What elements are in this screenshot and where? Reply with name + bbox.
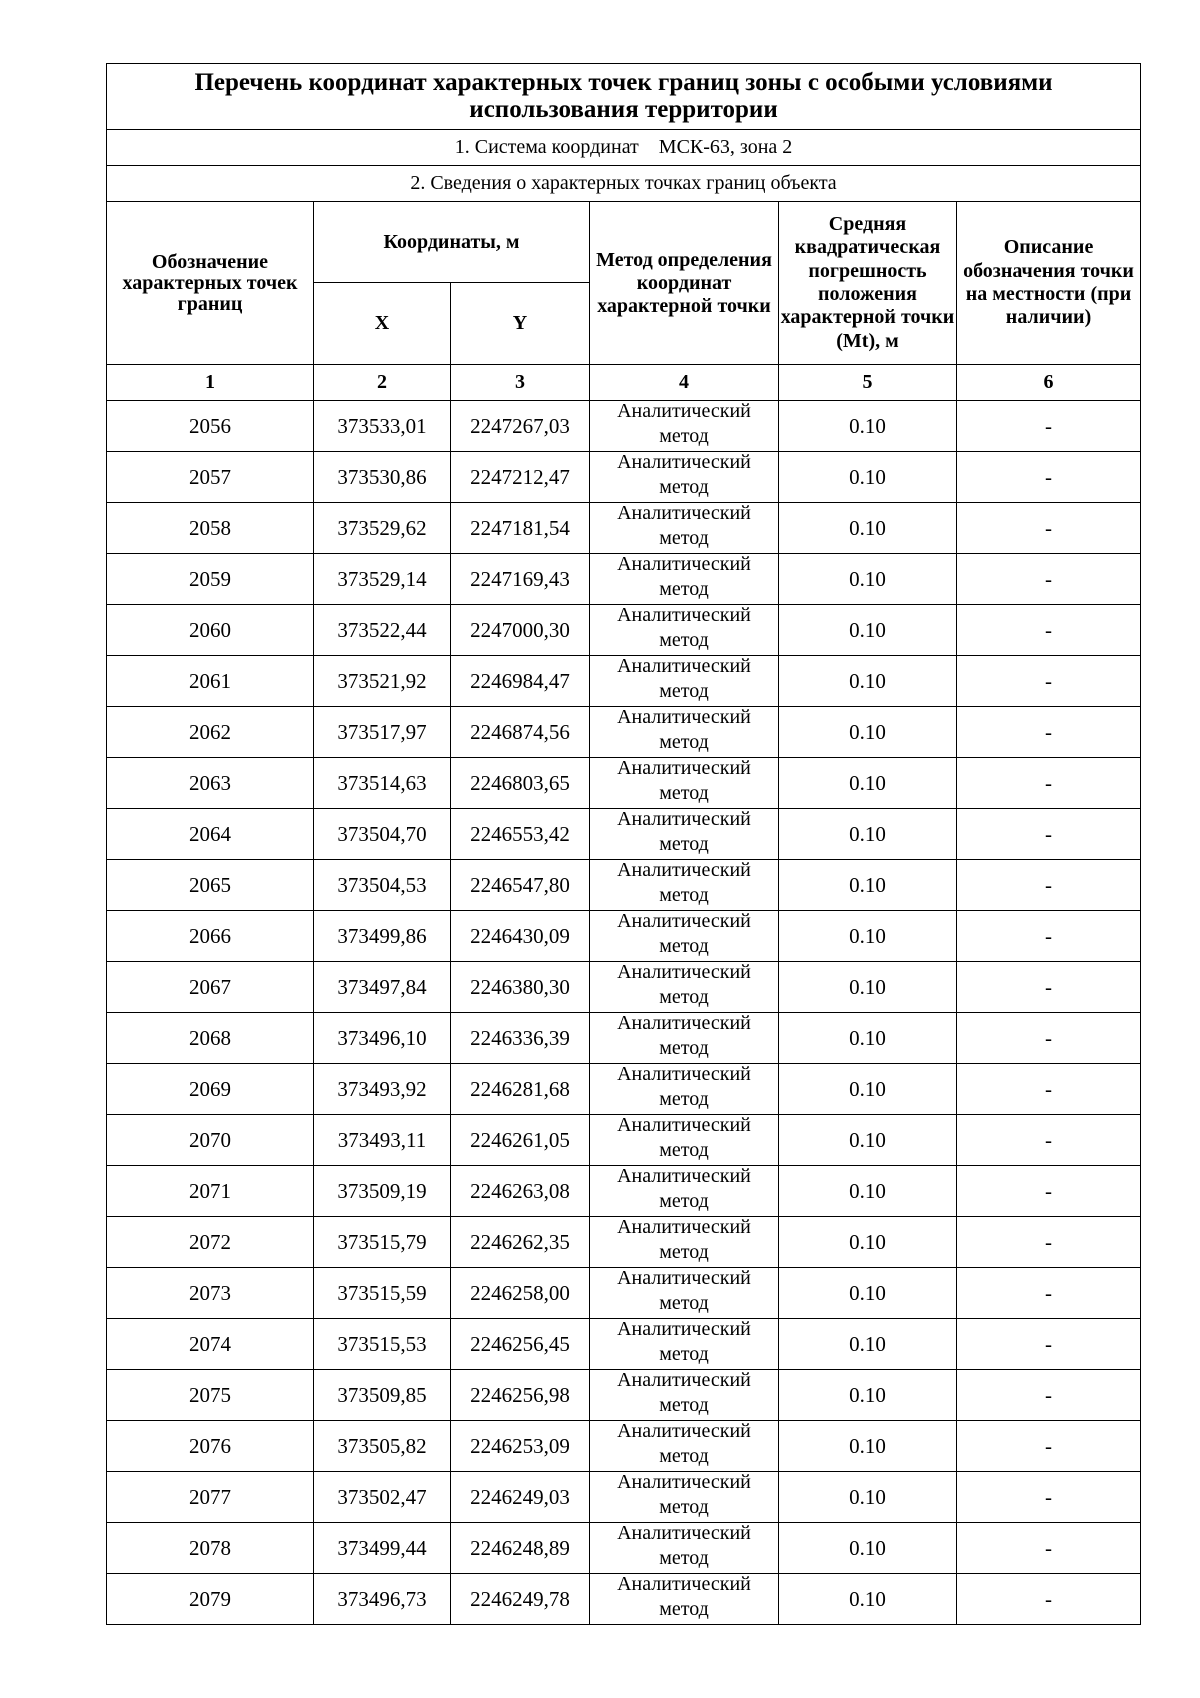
method-cell [590,1472,779,1523]
table-row [107,1319,1141,1370]
description-cell: - [957,656,1141,707]
point-id-cell: 2067 [107,962,314,1013]
method-cell [590,1421,779,1472]
header-method: Метод определения координат характерной точки [590,202,779,365]
method-line-2: метод [659,731,709,753]
x-cell: 373509,19 [314,1166,451,1217]
x-cell: 373533,01 [314,401,451,452]
y-cell: 2246281,68 [451,1064,590,1115]
method-line-1: Аналитический [617,1063,751,1086]
description-cell: - [957,1370,1141,1421]
error-cell: 0.10 [779,1574,957,1625]
method-cell [590,401,779,452]
method-line-1: Аналитический [617,757,751,780]
method-cell [590,962,779,1013]
x-cell: 373505,82 [314,1421,451,1472]
description-cell: - [957,1319,1141,1370]
x-cell: 373496,73 [314,1574,451,1625]
table-row [107,707,1141,758]
method-line-2: метод [659,680,709,702]
method-line-1: Аналитический [617,706,751,729]
method-line-2: метод [659,1496,709,1518]
x-cell: 373496,10 [314,1013,451,1064]
method-line-2: метод [659,1598,709,1620]
point-id-cell: 2079 [107,1574,314,1625]
y-cell: 2246803,65 [451,758,590,809]
x-cell: 373521,92 [314,656,451,707]
column-number: 3 [451,365,590,401]
table-row [107,401,1141,452]
method-line-1: Аналитический [617,1471,751,1494]
point-id-cell: 2072 [107,1217,314,1268]
error-cell: 0.10 [779,554,957,605]
column-number: 2 [314,365,451,401]
point-id-cell: 2060 [107,605,314,656]
column-number: 4 [590,365,779,401]
point-id-cell: 2075 [107,1370,314,1421]
error-cell: 0.10 [779,809,957,860]
method-line-1: Аналитический [617,655,751,678]
method-line-1: Аналитический [617,1012,751,1035]
y-cell: 2246263,08 [451,1166,590,1217]
header-y: Y [451,283,590,365]
table-row [107,1064,1141,1115]
x-cell: 373504,70 [314,809,451,860]
description-cell: - [957,911,1141,962]
x-cell: 373530,86 [314,452,451,503]
method-cell [590,1013,779,1064]
y-cell: 2246430,09 [451,911,590,962]
table-row [107,1370,1141,1421]
method-line-2: метод [659,425,709,447]
method-cell [590,1370,779,1421]
title-row [107,64,1141,130]
error-cell: 0.10 [779,1472,957,1523]
point-id-cell: 2068 [107,1013,314,1064]
method-line-1: Аналитический [617,1369,751,1392]
point-id-cell: 2058 [107,503,314,554]
method-line-2: метод [659,1394,709,1416]
method-cell [590,1064,779,1115]
method-line-1: Аналитический [617,910,751,933]
column-number: 1 [107,365,314,401]
y-cell: 2246984,47 [451,656,590,707]
y-cell: 2247000,30 [451,605,590,656]
description-cell: - [957,452,1141,503]
method-cell [590,707,779,758]
method-cell [590,809,779,860]
method-line-1: Аналитический [617,502,751,525]
description-cell: - [957,707,1141,758]
method-cell [590,1268,779,1319]
x-cell: 373522,44 [314,605,451,656]
method-line-1: Аналитический [617,859,751,882]
header-point-id: Обозначение характерных точек границ [107,202,314,365]
error-cell: 0.10 [779,1523,957,1574]
error-cell: 0.10 [779,1217,957,1268]
x-cell: 373529,62 [314,503,451,554]
x-cell: 373493,92 [314,1064,451,1115]
method-line-1: Аналитический [617,1114,751,1137]
point-id-cell: 2077 [107,1472,314,1523]
x-cell: 373499,86 [314,911,451,962]
method-line-1: Аналитический [617,553,751,576]
section-2-heading: 2. Сведения о характерных точках границ объекта [107,166,1141,202]
table-row [107,809,1141,860]
description-cell: - [957,554,1141,605]
method-line-1: Аналитический [617,604,751,627]
point-id-cell: 2064 [107,809,314,860]
description-cell: - [957,1472,1141,1523]
error-cell: 0.10 [779,707,957,758]
table-row [107,1268,1141,1319]
page-title: Перечень координат характерных точек границ зоны с особыми условиями использования территории [107,64,1141,130]
method-line-2: метод [659,1037,709,1059]
method-line-2: метод [659,986,709,1008]
y-cell: 2246380,30 [451,962,590,1013]
method-cell [590,656,779,707]
description-cell: - [957,1523,1141,1574]
y-cell: 2246553,42 [451,809,590,860]
error-cell: 0.10 [779,911,957,962]
method-cell [590,1319,779,1370]
x-cell: 373529,14 [314,554,451,605]
method-cell [590,605,779,656]
table-row [107,860,1141,911]
y-cell: 2246547,80 [451,860,590,911]
table-row [107,656,1141,707]
y-cell: 2246256,45 [451,1319,590,1370]
table-row [107,1217,1141,1268]
coord-system-value: МСК-63, зона 2 [658,136,793,158]
table-row [107,1421,1141,1472]
method-line-2: метод [659,782,709,804]
header-description: Описание обозначения точки на местности (при наличии) [957,202,1141,365]
method-line-2: метод [659,833,709,855]
method-cell [590,452,779,503]
method-line-2: метод [659,935,709,957]
method-line-2: метод [659,1088,709,1110]
error-cell: 0.10 [779,1370,957,1421]
point-id-cell: 2073 [107,1268,314,1319]
method-line-2: метод [659,578,709,600]
method-cell [590,1115,779,1166]
y-cell: 2247181,54 [451,503,590,554]
point-id-cell: 2057 [107,452,314,503]
point-id-cell: 2065 [107,860,314,911]
method-line-2: метод [659,1139,709,1161]
method-line-1: Аналитический [617,1165,751,1188]
y-cell: 2246253,09 [451,1421,590,1472]
x-cell: 373517,97 [314,707,451,758]
error-cell: 0.10 [779,401,957,452]
method-line-1: Аналитический [617,1216,751,1239]
description-cell: - [957,401,1141,452]
method-line-1: Аналитический [617,451,751,474]
description-cell: - [957,1421,1141,1472]
y-cell: 2246874,56 [451,707,590,758]
point-id-cell: 2071 [107,1166,314,1217]
error-cell: 0.10 [779,452,957,503]
table-row [107,1574,1141,1625]
column-number: 6 [957,365,1141,401]
method-line-1: Аналитический [617,1318,751,1341]
x-cell: 373499,44 [314,1523,451,1574]
coordinates-table [106,63,1141,1625]
method-line-1: Аналитический [617,400,751,423]
point-id-cell: 2059 [107,554,314,605]
method-line-2: метод [659,1241,709,1263]
x-cell: 373504,53 [314,860,451,911]
method-line-1: Аналитический [617,1267,751,1290]
method-line-2: метод [659,1547,709,1569]
y-cell: 2247169,43 [451,554,590,605]
point-id-cell: 2062 [107,707,314,758]
y-cell: 2246248,89 [451,1523,590,1574]
table-row [107,452,1141,503]
table-row [107,1115,1141,1166]
coord-system-row [107,130,1141,166]
description-cell: - [957,1013,1141,1064]
method-cell [590,1166,779,1217]
method-line-2: метод [659,884,709,906]
table-row [107,554,1141,605]
table-row [107,503,1141,554]
x-cell: 373502,47 [314,1472,451,1523]
x-cell: 373515,79 [314,1217,451,1268]
method-cell [590,1523,779,1574]
y-cell: 2246256,98 [451,1370,590,1421]
table-row [107,758,1141,809]
description-cell: - [957,1064,1141,1115]
x-cell: 373515,59 [314,1268,451,1319]
table-row [107,1472,1141,1523]
method-cell [590,860,779,911]
x-cell: 373515,53 [314,1319,451,1370]
header-error: Средняя квадратическая погрешность положения характерной точки (Mt), м [779,202,957,365]
method-line-2: метод [659,527,709,549]
y-cell: 2246249,03 [451,1472,590,1523]
method-line-1: Аналитический [617,808,751,831]
method-cell [590,554,779,605]
error-cell: 0.10 [779,860,957,911]
table-row [107,1523,1141,1574]
y-cell: 2246262,35 [451,1217,590,1268]
description-cell: - [957,1115,1141,1166]
point-id-cell: 2074 [107,1319,314,1370]
method-line-1: Аналитический [617,961,751,984]
x-cell: 373514,63 [314,758,451,809]
point-id-cell: 2066 [107,911,314,962]
method-line-1: Аналитический [617,1522,751,1545]
description-cell: - [957,1574,1141,1625]
description-cell: - [957,758,1141,809]
x-cell: 373493,11 [314,1115,451,1166]
error-cell: 0.10 [779,1064,957,1115]
error-cell: 0.10 [779,503,957,554]
header-row-1 [107,202,1141,283]
table-row [107,962,1141,1013]
description-cell: - [957,605,1141,656]
description-cell: - [957,860,1141,911]
y-cell: 2246336,39 [451,1013,590,1064]
table-row [107,605,1141,656]
error-cell: 0.10 [779,1115,957,1166]
method-cell [590,503,779,554]
coord-system-label: 1. Система координат [454,136,639,158]
header-coordinates: Координаты, м [314,202,590,283]
error-cell: 0.10 [779,1013,957,1064]
method-cell [590,911,779,962]
method-line-2: метод [659,1292,709,1314]
description-cell: - [957,1166,1141,1217]
method-line-2: метод [659,1190,709,1212]
description-cell: - [957,1217,1141,1268]
error-cell: 0.10 [779,656,957,707]
point-id-cell: 2061 [107,656,314,707]
method-line-2: метод [659,629,709,651]
method-line-2: метод [659,1343,709,1365]
header-x: X [314,283,451,365]
method-line-1: Аналитический [617,1420,751,1443]
error-cell: 0.10 [779,605,957,656]
y-cell: 2246258,00 [451,1268,590,1319]
point-id-cell: 2056 [107,401,314,452]
error-cell: 0.10 [779,1268,957,1319]
description-cell: - [957,809,1141,860]
error-cell: 0.10 [779,1166,957,1217]
table-row [107,1166,1141,1217]
x-cell: 373509,85 [314,1370,451,1421]
method-cell [590,758,779,809]
point-id-cell: 2063 [107,758,314,809]
error-cell: 0.10 [779,758,957,809]
point-id-cell: 2076 [107,1421,314,1472]
method-line-2: метод [659,1445,709,1467]
error-cell: 0.10 [779,1319,957,1370]
section-2-row [107,166,1141,202]
description-cell: - [957,962,1141,1013]
method-line-1: Аналитический [617,1573,751,1596]
column-number: 5 [779,365,957,401]
method-cell [590,1217,779,1268]
description-cell: - [957,503,1141,554]
point-id-cell: 2078 [107,1523,314,1574]
method-cell [590,1574,779,1625]
y-cell: 2246249,78 [451,1574,590,1625]
y-cell: 2246261,05 [451,1115,590,1166]
method-line-2: метод [659,476,709,498]
error-cell: 0.10 [779,962,957,1013]
y-cell: 2247267,03 [451,401,590,452]
table-row [107,911,1141,962]
point-id-cell: 2069 [107,1064,314,1115]
description-cell: - [957,1268,1141,1319]
y-cell: 2247212,47 [451,452,590,503]
x-cell: 373497,84 [314,962,451,1013]
coord-system-cell [107,130,1141,166]
point-id-cell: 2070 [107,1115,314,1166]
column-number-row [107,365,1141,401]
error-cell: 0.10 [779,1421,957,1472]
table-row [107,1013,1141,1064]
